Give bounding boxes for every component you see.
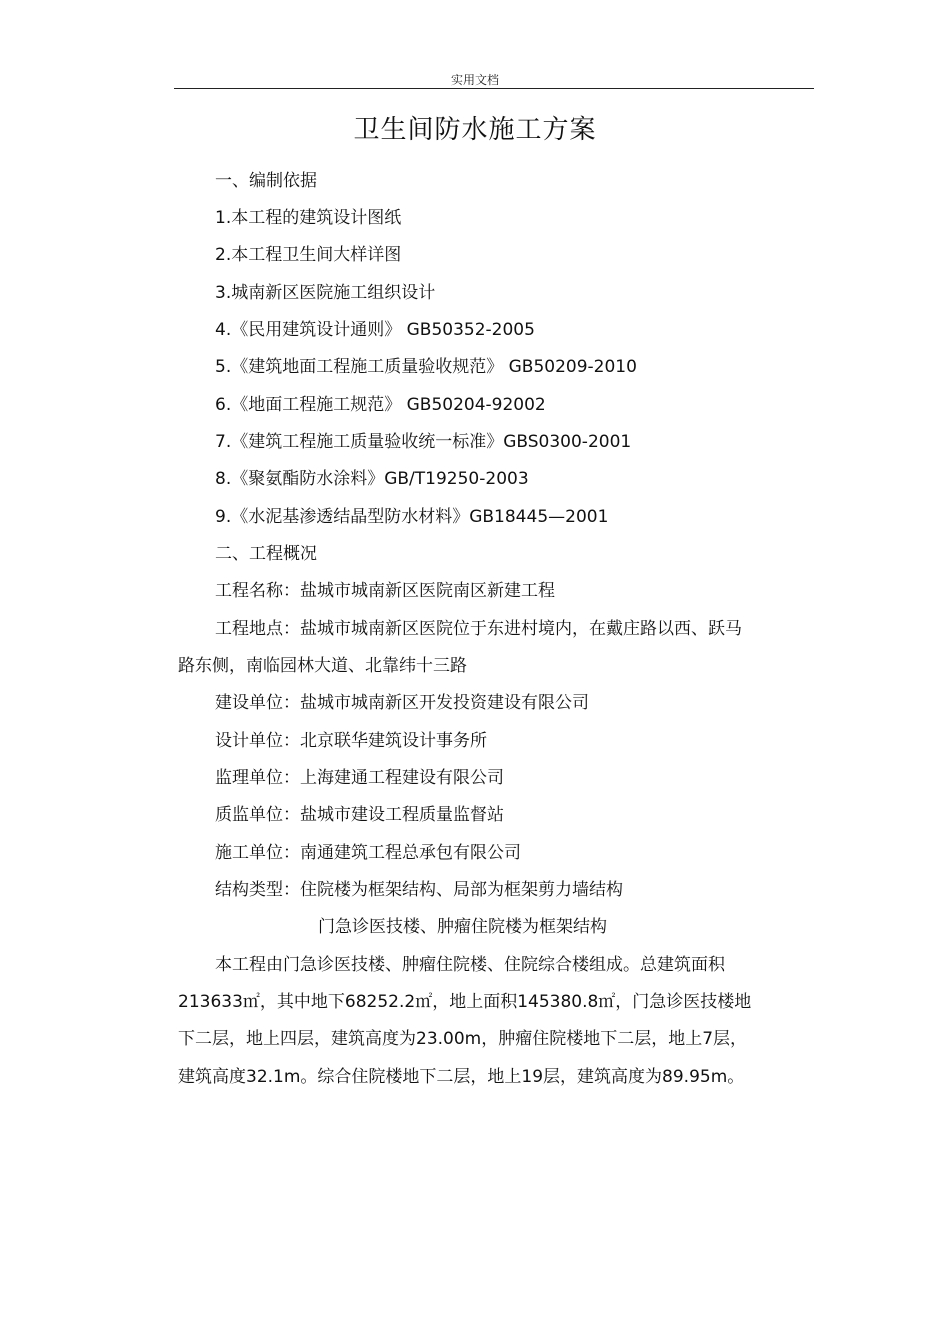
quality-unit: 质监单位：盐城市建设工程质量监督站 (215, 805, 504, 825)
structure-type: 结构类型：住院楼为框架结构、局部为框架剪力墙结构 (215, 880, 623, 900)
supervision-unit: 监理单位：上海建通工程建设有限公司 (215, 768, 504, 788)
list-item: 9.《水泥基渗透结晶型防水材料》GB18445—2001 (215, 507, 609, 527)
list-item: 7.《建筑工程施工质量验收统一标准》GBS0300-2001 (215, 432, 632, 452)
list-item: 6.《地面工程施工规范》 GB50204-92002 (215, 395, 546, 415)
list-item: 4.《民用建筑设计通则》 GB50352-2005 (215, 320, 535, 340)
list-item: 1.本工程的建筑设计图纸 (215, 208, 402, 228)
list-item: 8.《聚氨酯防水涂料》GB/T19250-2003 (215, 469, 529, 489)
description-paragraph: 本工程由门急诊医技楼、肿瘤住院楼、住院综合楼组成。总建筑面积 (215, 955, 725, 975)
description-paragraph-cont: 建筑高度32.1m。综合住院楼地下二层，地上19层，建筑高度为89.95m。 (178, 1067, 745, 1087)
section-heading: 二、工程概况 (215, 544, 317, 564)
list-item: 3.城南新区医院施工组织设计 (215, 283, 436, 303)
header-text: 实用文档 (450, 73, 499, 87)
section-heading: 一、编制依据 (215, 171, 317, 191)
project-name: 工程名称：盐城市城南新区医院南区新建工程 (215, 581, 555, 601)
list-item: 5.《建筑地面工程施工质量验收规范》 GB50209-2010 (215, 357, 637, 377)
construction-unit: 施工单位：南通建筑工程总承包有限公司 (215, 843, 521, 863)
project-location-cont: 路东侧，南临园林大道、北靠纬十三路 (178, 656, 467, 676)
project-location: 工程地点：盐城市城南新区医院位于东进村境内，在戴庄路以西、跃马 (215, 619, 742, 639)
header-divider (174, 88, 814, 89)
description-paragraph-cont: 213633㎡，其中地下68252.2㎡，地上面积145380.8㎡，门急诊医技楼地 (178, 992, 752, 1012)
builder-unit: 建设单位：盐城市城南新区开发投资建设有限公司 (215, 693, 589, 713)
document-title: 卫生间防水施工方案 (353, 115, 597, 145)
design-unit: 设计单位：北京联华建筑设计事务所 (215, 731, 487, 751)
structure-type-cont: 门急诊医技楼、肿瘤住院楼为框架结构 (318, 917, 607, 937)
description-paragraph-cont: 下二层，地上四层，建筑高度为23.00m，肿瘤住院楼地下二层，地上7层， (178, 1029, 748, 1049)
list-item: 2.本工程卫生间大样详图 (215, 245, 402, 265)
